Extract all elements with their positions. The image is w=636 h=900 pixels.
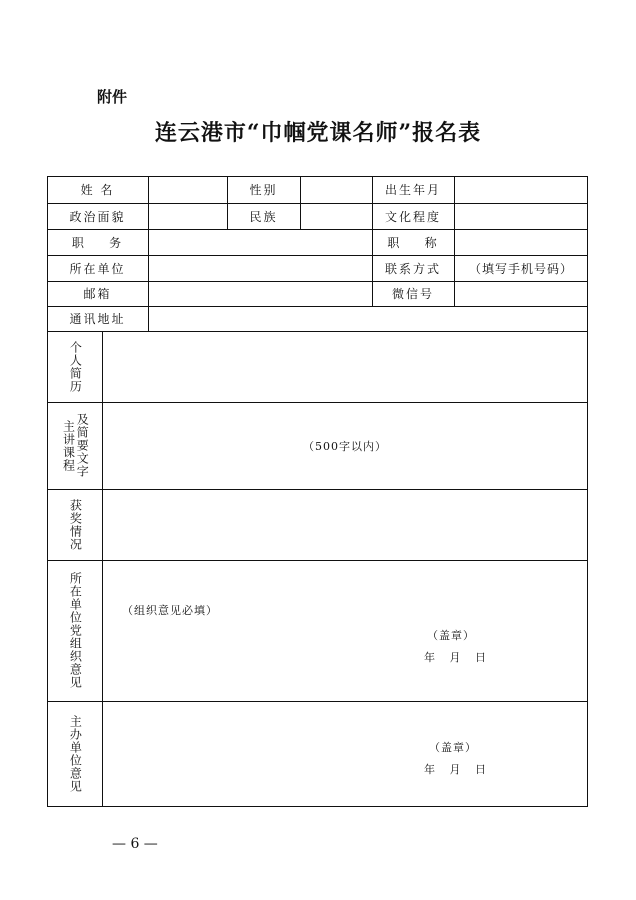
wechat-label: 微信号 [391, 287, 434, 301]
awards-label: 获奖情况 [68, 498, 83, 551]
address-field[interactable] [148, 306, 588, 331]
education-label: 文化程度 [384, 209, 441, 224]
resume-field[interactable] [102, 331, 588, 402]
page-number: — 6 — [112, 836, 158, 852]
title-rank-field[interactable] [454, 229, 588, 255]
gender-field[interactable] [300, 176, 372, 203]
course-label: 主讲课程 及简要文字 [61, 413, 90, 478]
registration-form [47, 176, 588, 807]
gender-label: 性别 [249, 183, 278, 197]
awards-field[interactable] [102, 489, 588, 560]
birth-label: 出生年月 [384, 183, 441, 197]
workplace-label: 所在单位 [69, 261, 126, 276]
email-field[interactable] [148, 281, 372, 306]
name-label: 姓 名 [80, 183, 115, 197]
title-rank-label: 职 称 [387, 235, 439, 250]
host-opinion-label: 主办单位意见 [68, 715, 83, 793]
unit-date: 年 月 日 [424, 651, 487, 664]
position-label: 职 务 [71, 235, 124, 250]
course-field[interactable] [102, 402, 588, 489]
unit-opinion-hint: （组织意见必填） [122, 604, 218, 617]
name-field[interactable] [148, 176, 227, 203]
unit-seal: （盖章） [427, 629, 475, 642]
ethnicity-label: 民族 [249, 209, 278, 224]
education-field[interactable] [454, 203, 588, 229]
email-label: 邮箱 [83, 287, 112, 301]
contact-field[interactable]: （填写手机号码） [468, 261, 573, 276]
position-field[interactable] [148, 229, 372, 255]
host-opinion-field[interactable] [102, 701, 588, 807]
wechat-field[interactable] [454, 281, 588, 306]
course-hint: （500字以内） [303, 439, 387, 453]
annex-label: 附件 [97, 88, 128, 106]
unit-opinion-label: 所在单位党组织意见 [68, 572, 83, 689]
address-label: 通讯地址 [69, 312, 126, 326]
political-label: 政治面貌 [69, 209, 126, 224]
unit-opinion-field[interactable] [102, 560, 588, 701]
form-title: 连云港市“巾帼党课名师”报名表 [154, 120, 482, 146]
political-field[interactable] [148, 203, 227, 229]
host-date: 年 月 日 [424, 763, 487, 776]
host-seal: （盖章） [429, 741, 477, 754]
contact-label: 联系方式 [384, 261, 441, 276]
resume-label: 个人简历 [68, 340, 83, 393]
workplace-field[interactable] [148, 255, 372, 281]
ethnicity-field[interactable] [300, 203, 372, 229]
birth-field[interactable] [454, 176, 588, 203]
